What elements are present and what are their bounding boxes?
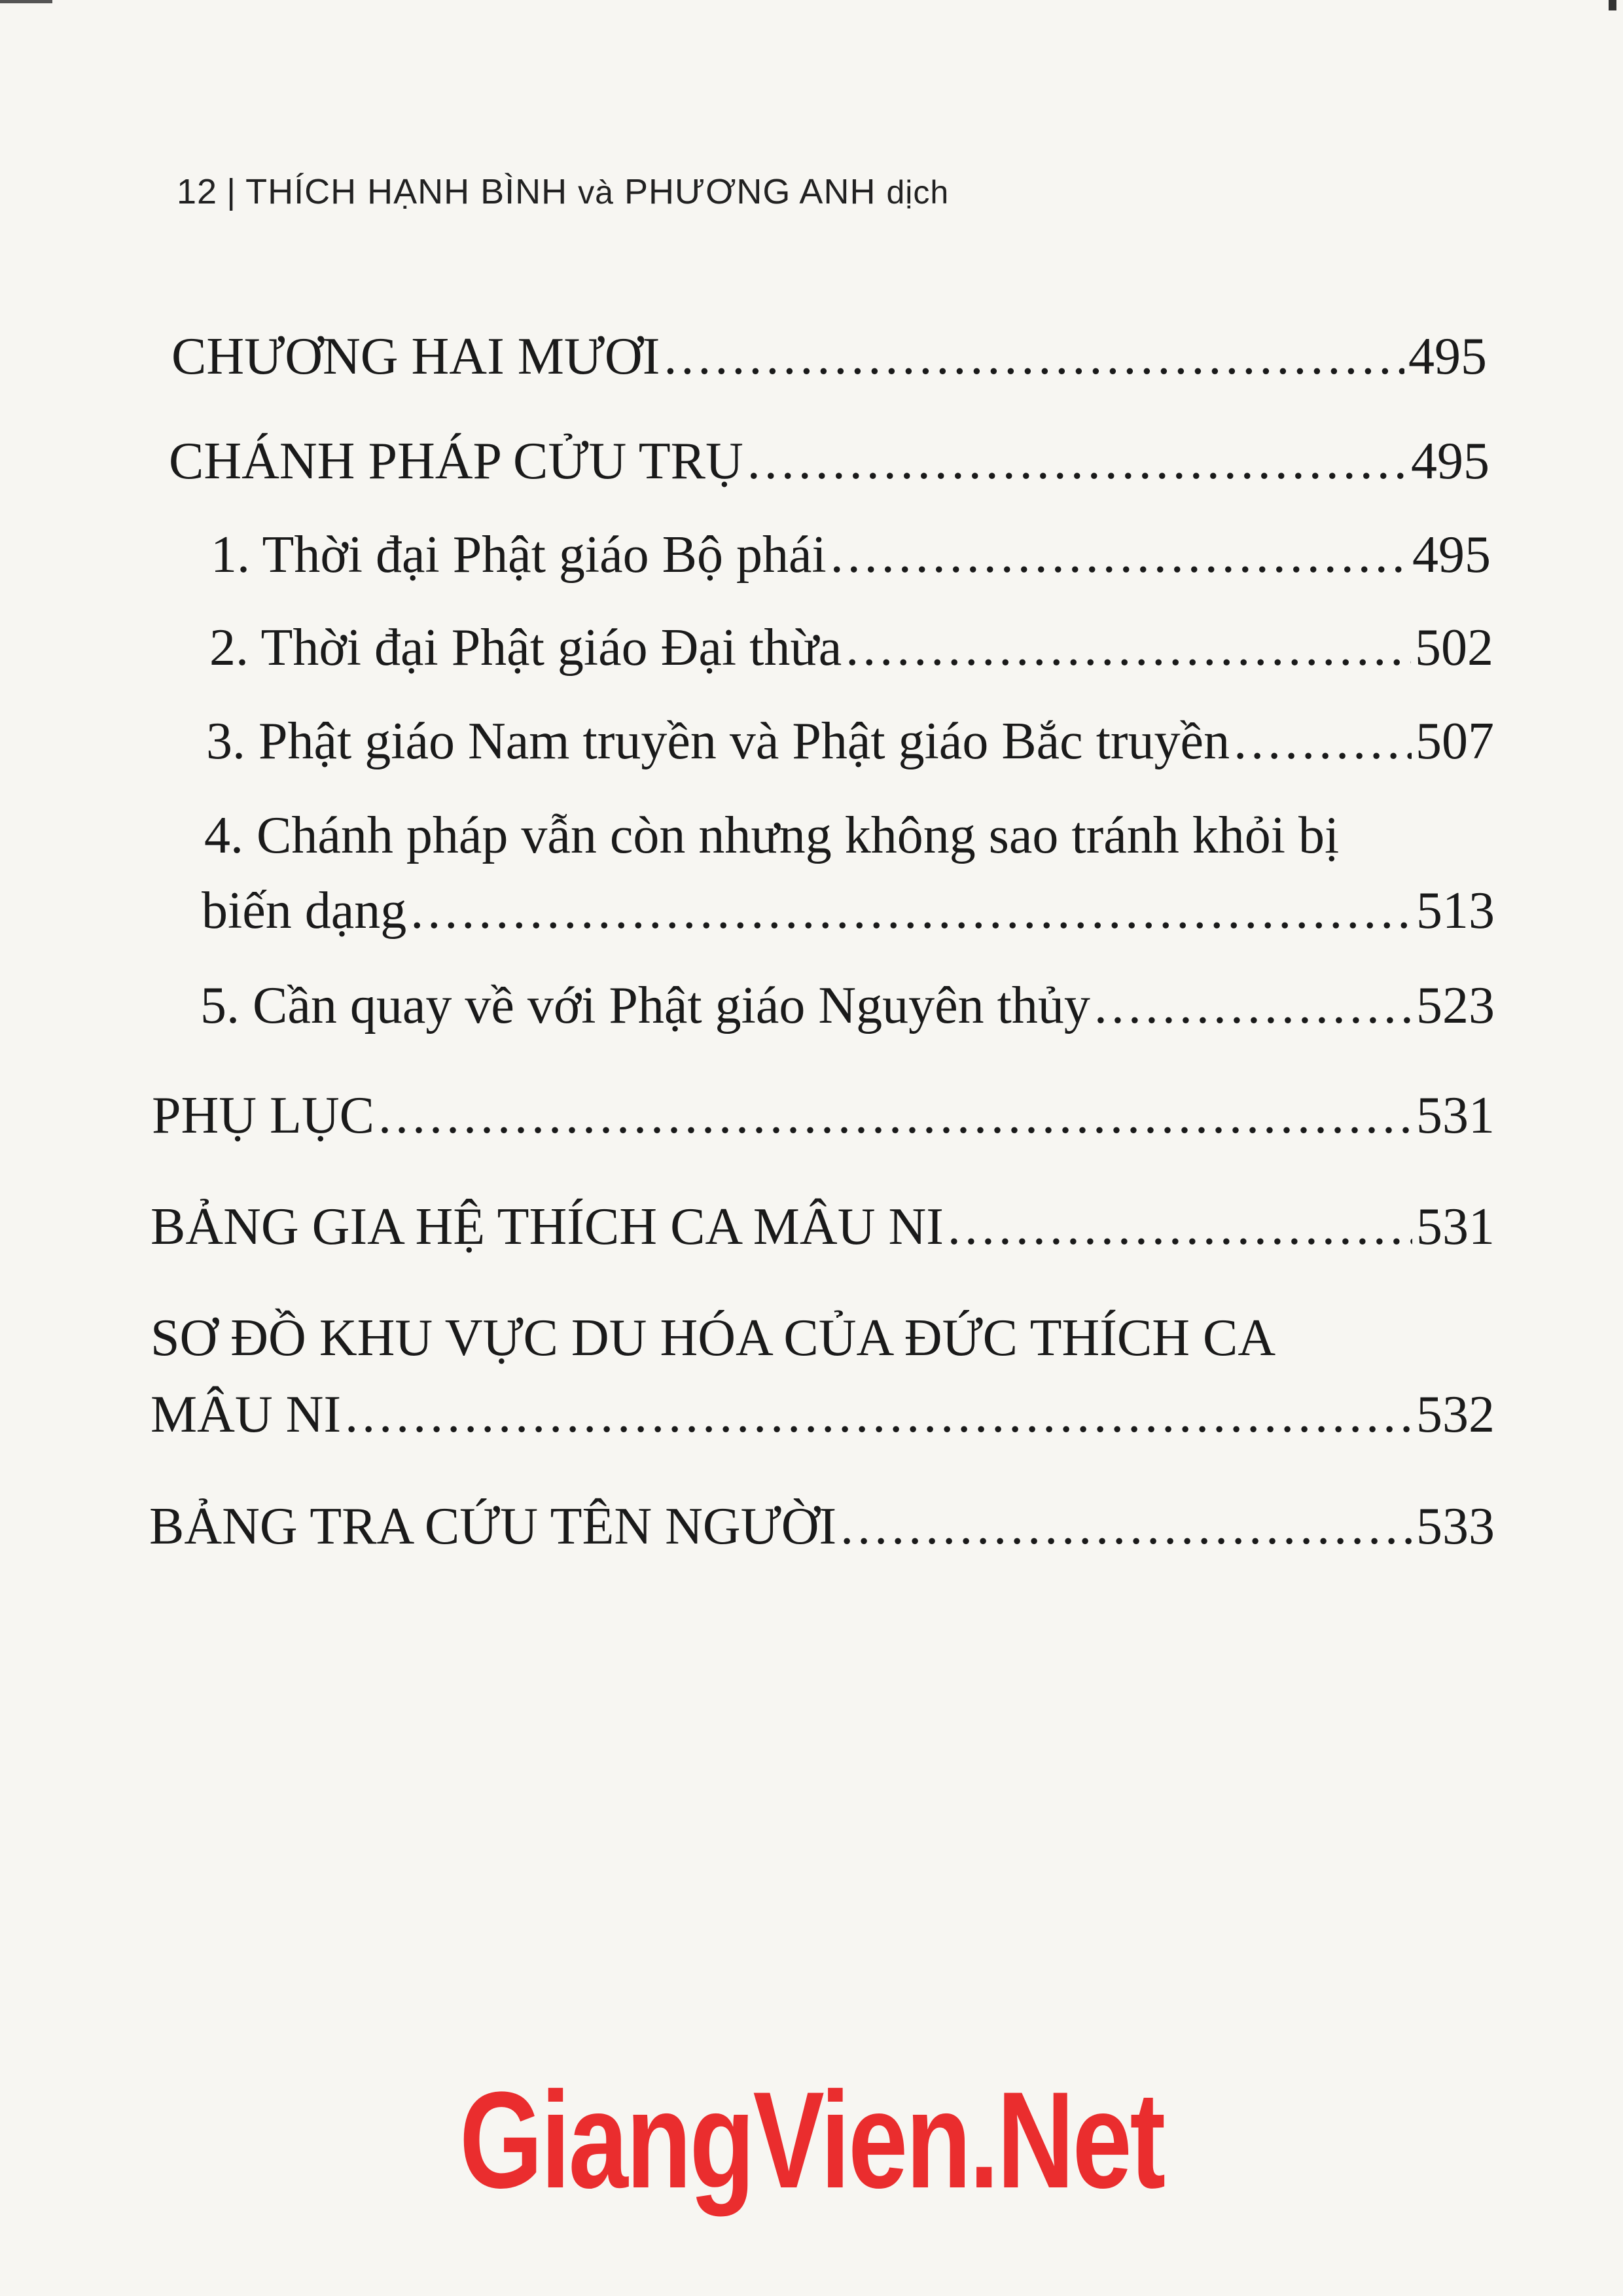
toc-entry-label: CHƯƠNG HAI MƯƠI — [171, 328, 660, 385]
toc-entry-page: 495 — [1408, 328, 1487, 385]
toc-entry-label-line1[interactable]: 4. Chánh pháp vẫn còn nhưng không sao tránh khỏi bị — [204, 807, 1340, 864]
toc-leader-dots — [840, 1500, 1412, 1553]
toc-leader-dots — [747, 435, 1407, 487]
toc-entry[interactable] — [206, 715, 1494, 768]
toc-entry[interactable] — [149, 1500, 1495, 1553]
toc-entry-label: PHỤ LỤC — [152, 1087, 375, 1144]
toc-leader-dots — [1234, 715, 1412, 768]
toc-entry-page: 532 — [1416, 1386, 1495, 1443]
watermark-logo: GiangVien.Net — [459, 2063, 1164, 2217]
page-number: 12 — [177, 172, 218, 211]
toc-entry[interactable] — [211, 526, 1491, 584]
scan-edge-mark — [0, 0, 52, 3]
toc-entry[interactable] — [202, 882, 1495, 940]
toc-entry[interactable] — [151, 1388, 1495, 1441]
header-title-part1: THÍCH HẠNH BÌNH — [245, 172, 568, 211]
toc-entry[interactable] — [169, 433, 1489, 490]
toc-entry-page: 507 — [1416, 713, 1494, 770]
header-separator: | — [226, 172, 237, 211]
toc-entry-page: 533 — [1416, 1498, 1495, 1555]
toc-leader-dots — [830, 529, 1408, 581]
toc-entry[interactable] — [200, 977, 1495, 1034]
toc-entry-label-line2: MÂU NI — [151, 1386, 342, 1443]
toc-entry[interactable] — [152, 1089, 1495, 1142]
toc-entry[interactable] — [171, 330, 1487, 383]
toc-entry-page: 531 — [1416, 1198, 1495, 1256]
toc-entry-page: 531 — [1416, 1087, 1495, 1144]
toc-leader-dots — [345, 1388, 1412, 1441]
scan-edge-mark — [1609, 0, 1616, 10]
toc-entry-label: BẢNG GIA HỆ THÍCH CA MÂU NI — [151, 1198, 944, 1256]
toc-leader-dots — [664, 330, 1404, 383]
toc-entry-label: 5. Cần quay về với Phật giáo Nguyên thủy — [200, 977, 1090, 1034]
toc-entry-page: 513 — [1416, 882, 1495, 940]
toc-entry-label: 3. Phật giáo Nam truyền và Phật giáo Bắc truyền — [206, 713, 1230, 770]
header-title-part2: PHƯƠNG ANH — [624, 172, 876, 211]
toc-entry[interactable] — [151, 1198, 1495, 1256]
toc-entry[interactable] — [209, 619, 1493, 677]
header-conjunction: và — [578, 174, 614, 211]
toc-entry-label: 2. Thời đại Phật giáo Đại thừa — [209, 619, 842, 677]
toc-entry-page: 523 — [1416, 977, 1495, 1034]
toc-entry-label-line2: biến dạng — [202, 882, 407, 940]
toc-leader-dots — [1094, 980, 1412, 1032]
toc-entry-page: 502 — [1415, 619, 1493, 677]
running-header — [177, 171, 949, 212]
toc-entry-label: BẢNG TRA CỨU TÊN NGƯỜI — [149, 1498, 837, 1555]
toc-entry-page: 495 — [1412, 526, 1491, 584]
toc-entry-label: CHÁNH PHÁP CỬU TRỤ — [169, 433, 743, 490]
toc-entry-page: 495 — [1411, 433, 1489, 490]
toc-leader-dots — [846, 622, 1411, 674]
header-suffix: dịch — [886, 174, 950, 211]
toc-leader-dots — [378, 1089, 1412, 1142]
toc-entry-label: 1. Thời đại Phật giáo Bộ phái — [211, 526, 827, 584]
toc-entry-label-line1[interactable]: SƠ ĐỒ KHU VỰC DU HÓA CỦA ĐỨC THÍCH CA — [151, 1309, 1276, 1367]
toc-leader-dots — [410, 885, 1412, 937]
toc-leader-dots — [948, 1201, 1412, 1253]
